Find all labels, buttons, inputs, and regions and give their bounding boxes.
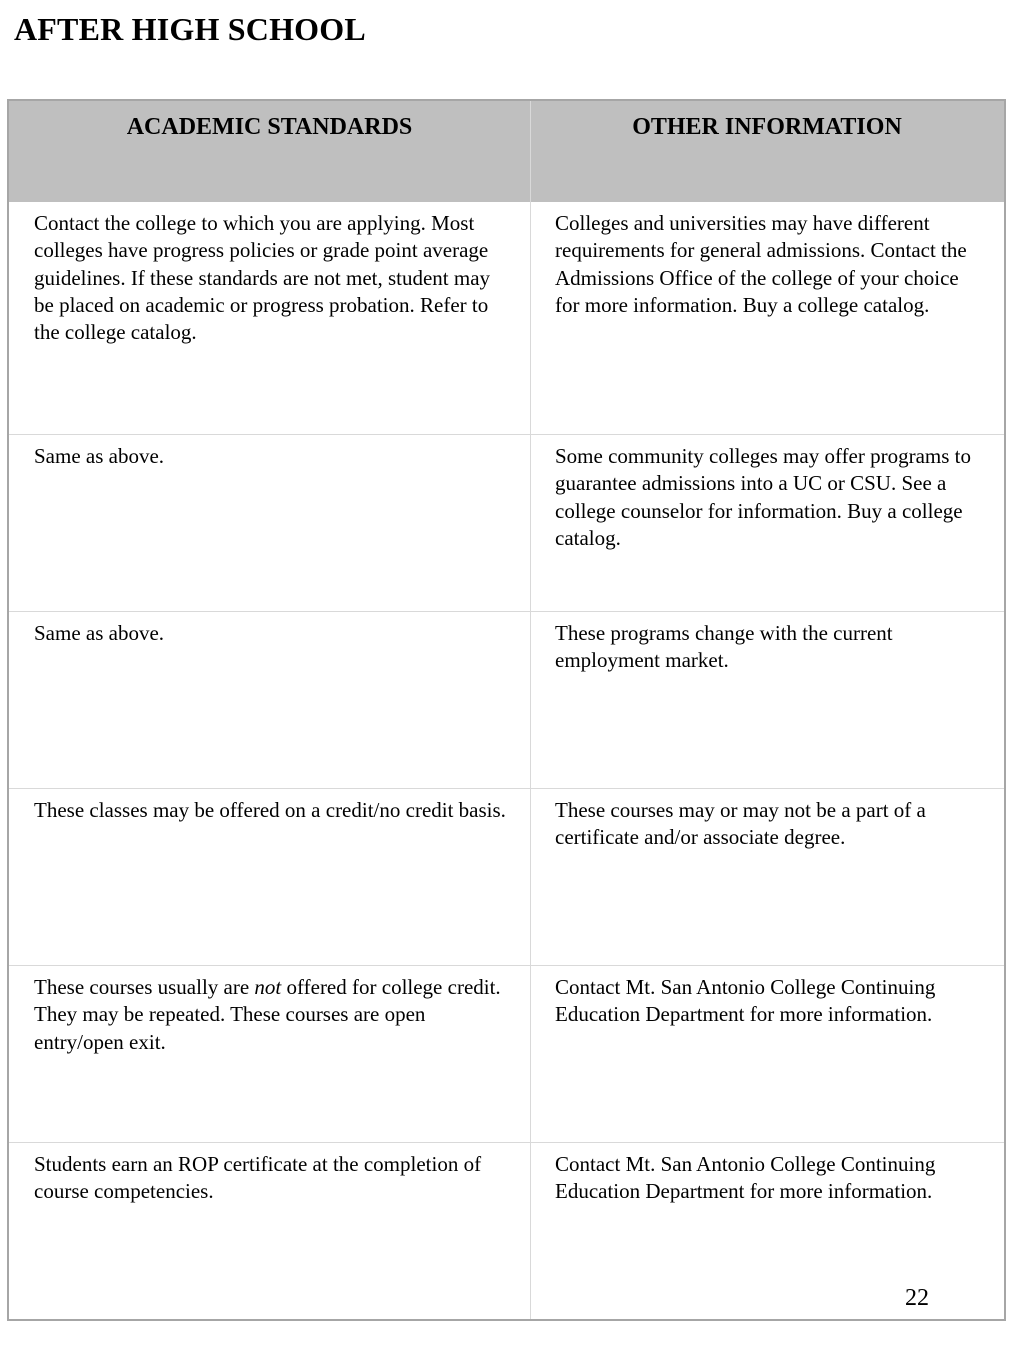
page-number: 22 bbox=[905, 1285, 929, 1311]
academic-standards-cell bbox=[34, 966, 514, 1056]
other-information-cell: Contact Mt. San Antonio College Continuing Education Department for more information. bbox=[555, 975, 936, 1027]
academic-standards-cell: Same as above. bbox=[34, 621, 165, 645]
table-row bbox=[9, 611, 1004, 788]
other-information-cell: Contact Mt. San Antonio College Continuing Education Department for more information. bbox=[555, 1152, 936, 1204]
table-header-row bbox=[9, 101, 1004, 202]
table-row bbox=[9, 434, 1004, 611]
academic-standards-cell: Contact the college to which you are applying. Most colleges have progress policies or grade point average guidelines. If these standards are not met, student may be placed on academic or progress probation. Refer to the college catalog. bbox=[34, 211, 491, 345]
other-information-cell: Colleges and universities may have different requirements for general admissions. Contact the Admissions Office of the college of your choice for more information. Buy a college catalog. bbox=[555, 211, 967, 317]
table-row bbox=[9, 1142, 1004, 1319]
other-information-cell: These courses may or may not be a part of a certificate and/or associate degree. bbox=[555, 798, 926, 850]
page-title: AFTER HIGH SCHOOL bbox=[14, 11, 366, 47]
header-other-information: OTHER INFORMATION bbox=[632, 114, 902, 140]
other-information-cell: Some community colleges may offer programs to guarantee admissions into a UC or CSU. See a college counselor for information. Buy a college catalog. bbox=[555, 444, 972, 550]
emphasized-text: not bbox=[254, 975, 282, 999]
table-row bbox=[9, 202, 1004, 434]
academic-standards-cell: Students earn an ROP certificate at the completion of course competencies. bbox=[34, 1152, 482, 1204]
table-row bbox=[9, 788, 1004, 965]
info-table bbox=[7, 99, 1006, 1321]
table-row bbox=[9, 965, 1004, 1142]
text-run: offered for college credit. They may be repeated. These courses are open entry/open exit. bbox=[34, 975, 501, 1054]
academic-standards-cell: Same as above. bbox=[34, 444, 165, 468]
other-information-cell: These programs change with the current employment market. bbox=[555, 621, 893, 673]
header-academic-standards: ACADEMIC STANDARDS bbox=[126, 114, 413, 140]
academic-standards-cell: These classes may be offered on a credit/no credit basis. bbox=[34, 798, 506, 822]
text-run: These courses usually are bbox=[34, 975, 255, 999]
